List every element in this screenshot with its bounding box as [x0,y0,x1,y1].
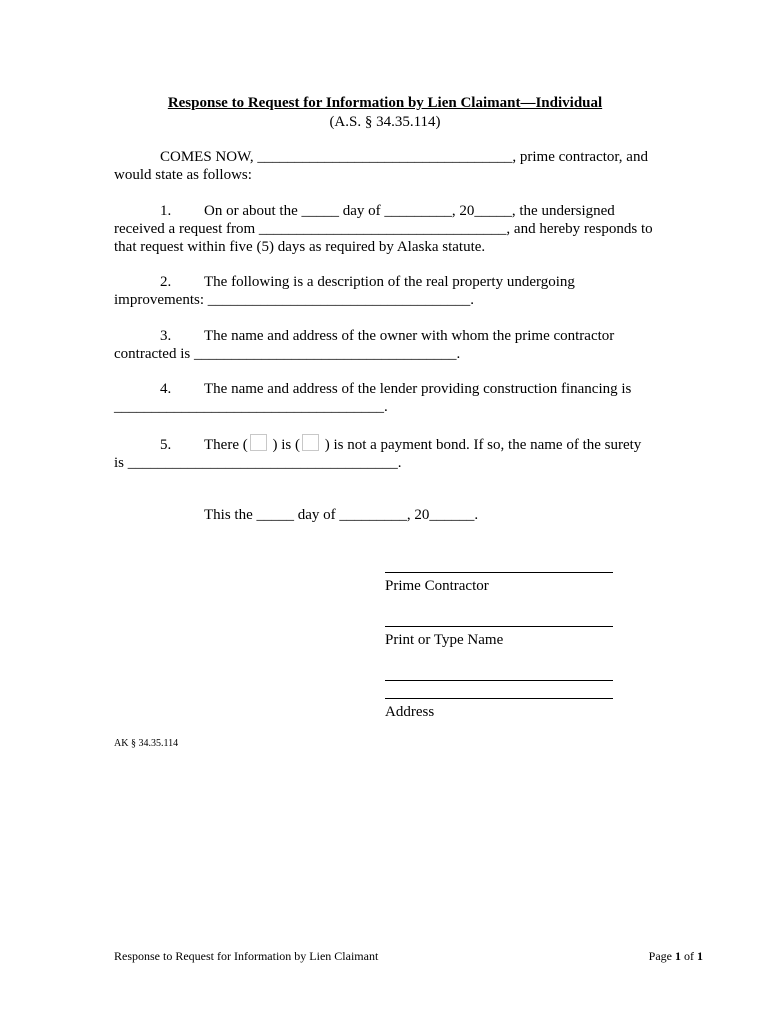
is-bond-checkbox[interactable] [250,434,267,451]
signature-label: Prime Contractor [385,578,489,594]
signature-address [385,680,613,721]
item-5 [114,434,674,472]
item-5-text-b: ) is ( [272,437,300,453]
item-1-line-1: On or about the _____ day of _________, 20_____, the undersigned [204,203,615,219]
item-3-line-2: contracted is ___________________________________. [114,346,461,362]
item-number: 5. [160,437,172,453]
item-number: 3. [160,328,172,344]
item-4-line-2: ____________________________________. [114,399,388,415]
item-2-line-2: improvements: ___________________________________. [114,292,474,308]
item-number: 2. [160,274,172,290]
statute-code: AK § 34.35.114 [114,738,179,749]
item-5-text-c: ) is not a payment bond. If so, the name of the surety [324,437,642,453]
title-block [0,94,770,132]
item-4 [114,380,674,416]
intro-paragraph [114,148,674,184]
page-indicator [649,949,703,964]
address-line-2[interactable] [385,698,613,699]
intro-line-1: COMES NOW, __________________________________, prime contractor, and [160,149,648,165]
footer-title: Response to Request for Information by Lien Claimant [114,949,379,963]
signature-prime-contractor [385,572,613,595]
signature-line[interactable] [385,572,613,573]
item-3 [114,327,674,363]
statute-reference: (A.S. § 34.35.114) [329,114,441,130]
signature-print-name [385,626,613,649]
address-label: Address [385,704,435,720]
intro-line-2: would state as follows: [114,167,252,183]
page-word: Page [648,949,672,963]
item-number: 4. [160,381,172,397]
dated-text: This the _____ day of _________, 20______. [204,507,479,523]
is-not-bond-checkbox[interactable] [302,434,319,451]
item-5-line-2: is ____________________________________. [114,455,402,471]
item-3-line-1: The name and address of the owner with whom the prime contractor [204,328,615,344]
document-title: Response to Request for Information by Lien Claimant—Individual [167,95,603,111]
item-1-line-3: that request within five (5) days as required by Alaska statute. [114,239,486,255]
item-4-line-1: The name and address of the lender providing construction financing is [204,381,632,397]
item-5-text-a: There ( [204,437,248,453]
dated-line [114,506,674,524]
page-total: 1 [697,949,703,963]
item-2-line-1: The following is a description of the real property undergoing [204,274,575,290]
address-line-1[interactable] [385,680,613,681]
print-name-line[interactable] [385,626,613,627]
page-of: of [684,949,694,963]
page-current: 1 [675,949,681,963]
item-2 [114,273,674,309]
item-1 [114,202,674,256]
print-name-label: Print or Type Name [385,632,504,648]
item-1-line-2: received a request from _________________________________, and hereby responds to [114,221,653,237]
item-number: 1. [160,203,172,219]
